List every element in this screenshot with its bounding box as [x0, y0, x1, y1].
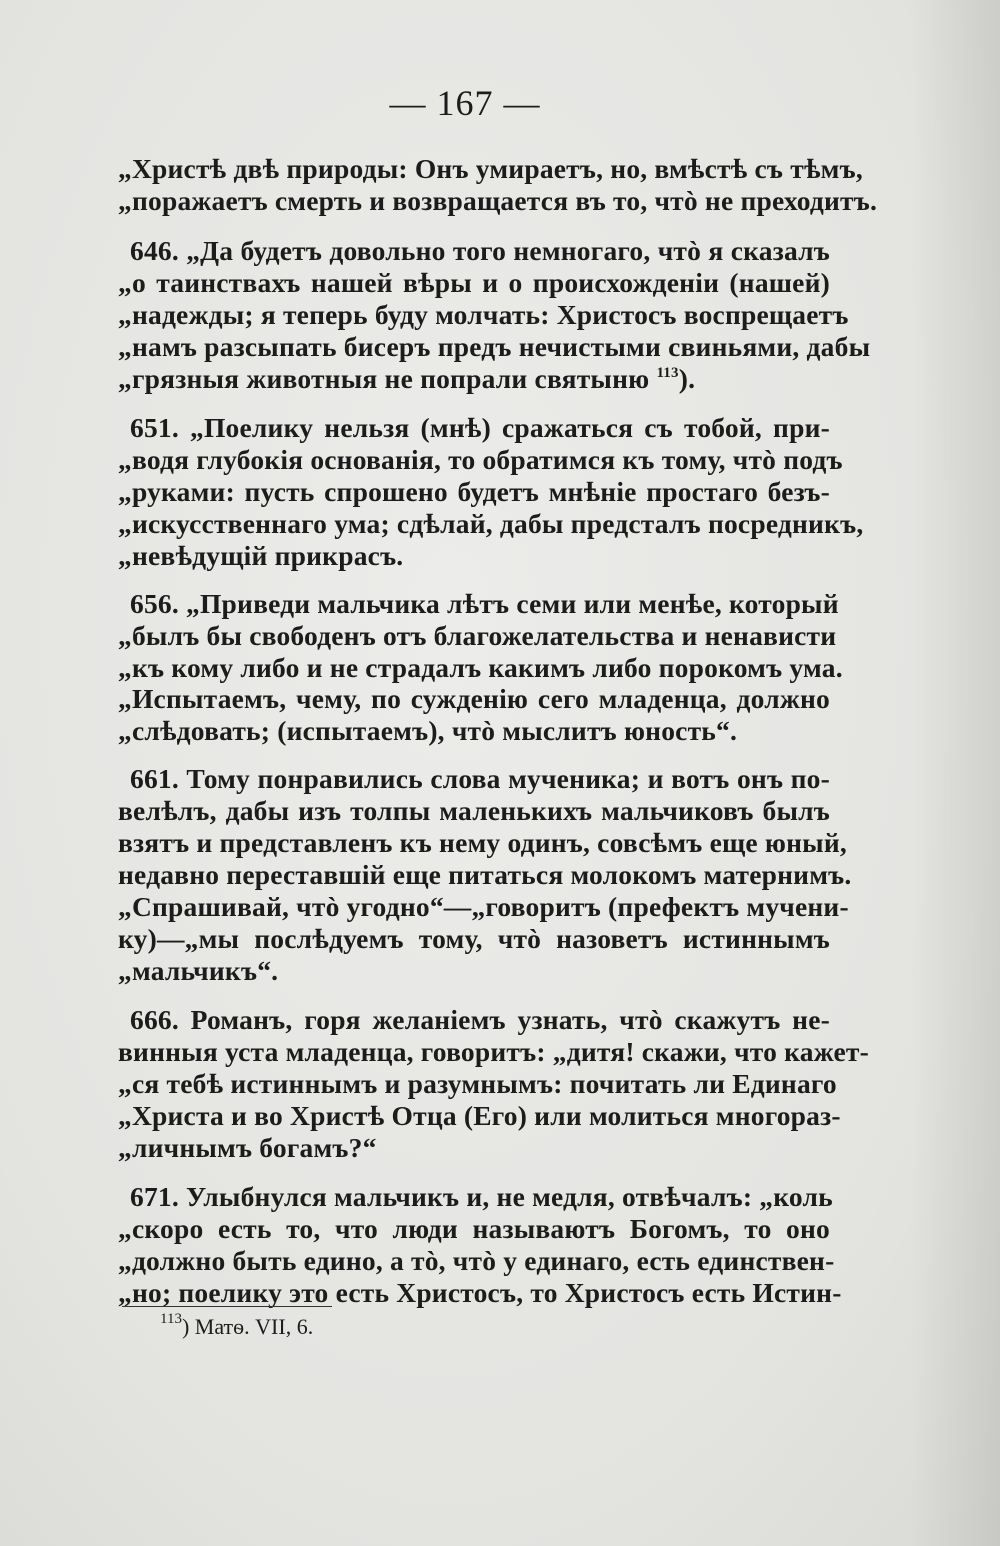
page-number: — 167 —	[389, 83, 541, 123]
text-line: „поражаетъ смерть и возвращается въ то, чтò не преходитъ.	[118, 185, 878, 216]
text-line: „Христѣ двѣ природы: Онъ умираетъ, но, вмѣстѣ съ тѣмъ,	[118, 153, 863, 184]
text-line: 651. „Поелику нельзя (мнѣ) сражаться съ тобой, при-	[130, 412, 830, 443]
text-line: 666. Романъ, горя желаніемъ узнать, чтò скажутъ не-	[130, 1004, 830, 1035]
footnote-mark: 113	[160, 1311, 182, 1327]
text-line: 656. „Приведи мальчика лѣтъ семи или менѣе, который	[130, 588, 839, 619]
text-line: „ся тебѣ истиннымъ и разумнымъ: почитать ли Единаго	[118, 1068, 837, 1099]
text-line-with-footnote	[118, 361, 830, 397]
text-line: взятъ и представленъ къ нему одинъ, совсѣмъ еще юный,	[118, 827, 847, 858]
text-line: „искусственнаго ума; сдѣлай, дабы предсталъ посредникъ,	[118, 508, 864, 539]
text-line: „но; поелику это есть Христосъ, то Христосъ есть Истин-	[118, 1277, 842, 1308]
text-line: „былъ бы свободенъ отъ благожелательства и ненависти	[118, 620, 837, 651]
footnote-divider	[122, 1306, 332, 1307]
text-line: винныя уста младенца, говоритъ: „дитя! скажи, что кажет-	[118, 1036, 869, 1067]
text-line: „невѣдущій прикрасъ.	[118, 540, 404, 571]
text-line: „слѣдовать; (испытаемъ), чтò мыслитъ юность“.	[118, 715, 738, 746]
text-line: „о таинствахъ нашей вѣры и о происхожденіи (нашей)	[118, 267, 830, 298]
text-line: „Христа и во Христѣ Отца (Его) или молиться многораз-	[118, 1100, 841, 1131]
footnote-text: ) Матѳ. VII, 6.	[181, 1314, 314, 1339]
text-line: велѣлъ, дабы изъ толпы маленькихъ мальчиковъ былъ	[118, 795, 830, 826]
text-line: 646. „Да будетъ довольно того немногаго, чтò я сказалъ	[130, 235, 830, 266]
text-line: „мальчикъ“.	[118, 955, 279, 986]
footnote	[160, 1312, 313, 1342]
text-line: „намъ разсыпать бисеръ предъ нечистыми свиньями, дабы	[118, 331, 871, 362]
text-line: ку)—„мы послѣдуемъ тому, чтò назоветъ истиннымъ	[118, 923, 830, 954]
text-line: „Спрашивай, чтò угодно“—„говоритъ (префектъ мучени-	[118, 891, 849, 922]
text-line: „къ кому либо и не страдалъ какимъ либо порокомъ ума.	[118, 652, 843, 683]
text-line: „руками: пусть спрошено будетъ мнѣніе простаго безъ-	[118, 476, 830, 507]
text-line: „скоро есть то, что люди называютъ Богомъ, то оно	[118, 1213, 830, 1244]
text-line: „водя глубокія основанія, то обратимся къ тому, чтò подъ	[118, 444, 843, 475]
text-line: 661. Тому понравились слова мученика; и вотъ онъ по-	[130, 763, 830, 794]
text-line: „Испытаемъ, чему, по сужденію сего младенца, должно	[118, 683, 830, 714]
text-line: „надежды; я теперь буду молчать: Христосъ воспрещаетъ	[118, 299, 849, 330]
text-line: „грязныя животныя не попрали святыню	[118, 363, 650, 394]
footnote-reference-tail: ).	[678, 363, 696, 394]
text-line: „должно быть едино, а тò, чтò у единаго, есть единствен-	[118, 1245, 835, 1276]
text-line: 671. Улыбнулся мальчикъ и, не медля, отвѣчалъ: „коль	[130, 1181, 833, 1212]
footnote-reference: 113	[656, 365, 679, 381]
text-line: „личнымъ богамъ?“	[118, 1132, 377, 1163]
page-edge-shadow	[910, 0, 1000, 1546]
text-line: недавно переставшій еще питаться молокомъ матернимъ.	[118, 859, 852, 890]
